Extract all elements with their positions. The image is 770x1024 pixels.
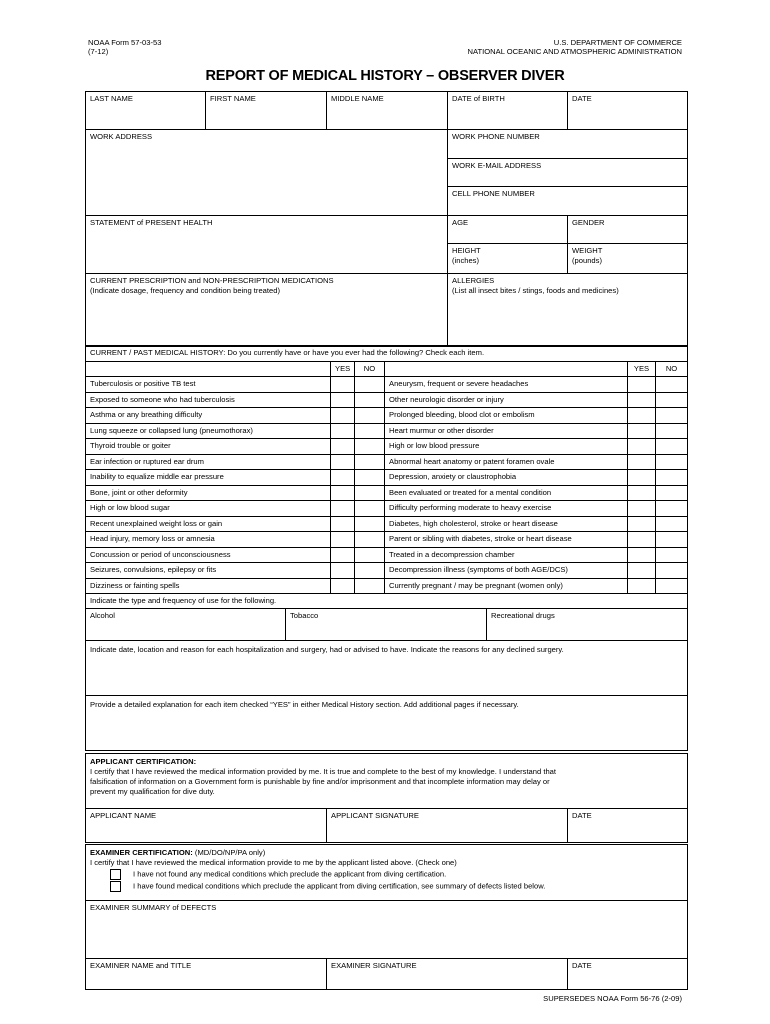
no-checkbox-right[interactable] — [656, 516, 688, 532]
history-intro: CURRENT / PAST MEDICAL HISTORY: Do you currently have or have you ever had the following? Check each item. — [86, 346, 688, 362]
applicant-cert-table — [85, 753, 688, 843]
no-checkbox-right[interactable] — [656, 532, 688, 548]
examiner-name-label: EXAMINER NAME and TITLE — [90, 961, 192, 970]
work-phone-label: WORK PHONE NUMBER — [452, 132, 540, 141]
history-row — [86, 516, 688, 532]
yes-checkbox-right[interactable] — [628, 516, 656, 532]
no-checkbox-left[interactable] — [355, 516, 385, 532]
yes-checkbox-left[interactable] — [331, 423, 355, 439]
medications-label: CURRENT PRESCRIPTION and NON-PRESCRIPTION MEDICATIONS — [90, 276, 334, 285]
no-checkbox-left[interactable] — [355, 470, 385, 486]
weight-field[interactable] — [568, 244, 688, 274]
first-name-label: FIRST NAME — [210, 94, 256, 103]
no-checkbox-right[interactable] — [656, 408, 688, 424]
department-name: U.S. DEPARTMENT OF COMMERCE — [553, 38, 682, 47]
medications-field[interactable] — [86, 274, 448, 347]
examiner-signature-label: EXAMINER SIGNATURE — [331, 961, 417, 970]
no-checkbox-left[interactable] — [355, 501, 385, 517]
yes-checkbox-right[interactable] — [628, 454, 656, 470]
conditions-found-checkbox[interactable] — [110, 881, 121, 892]
yes-checkbox-left[interactable] — [331, 439, 355, 455]
no-checkbox-left[interactable] — [355, 563, 385, 579]
examiner-date-field[interactable] — [568, 959, 688, 990]
history-row — [86, 423, 688, 439]
work-phone-field[interactable] — [448, 130, 688, 159]
examiner-summary-field[interactable] — [86, 901, 688, 959]
allergies-field[interactable] — [448, 274, 688, 347]
history-item-left: Exposed to someone who had tuberculosis — [86, 392, 331, 408]
examiner-cert-line: I certify that I have reviewed the medical information provide to me by the applicant listed above. (Check one) — [90, 857, 457, 867]
yes-checkbox-right[interactable] — [628, 532, 656, 548]
no-checkbox-left[interactable] — [355, 392, 385, 408]
yes-checkbox-left[interactable] — [331, 470, 355, 486]
history-item-left: Head injury, memory loss or amnesia — [86, 532, 331, 548]
no-checkbox-left[interactable] — [355, 439, 385, 455]
examiner-signature-field[interactable] — [327, 959, 568, 990]
yes-checkbox-left[interactable] — [331, 408, 355, 424]
no-checkbox-right[interactable] — [656, 578, 688, 594]
yes-checkbox-left[interactable] — [331, 547, 355, 563]
applicant-date-field[interactable] — [568, 809, 688, 843]
history-row — [86, 532, 688, 548]
no-checkbox-right[interactable] — [656, 485, 688, 501]
yes-checkbox-right[interactable] — [628, 470, 656, 486]
yes-checkbox-left[interactable] — [331, 485, 355, 501]
history-spacer — [385, 361, 628, 377]
agency-block — [468, 38, 682, 57]
history-item-right: Diabetes, high cholesterol, stroke or heart disease — [385, 516, 628, 532]
height-field[interactable] — [448, 244, 568, 274]
weight-unit: (pounds) — [572, 255, 602, 265]
form-title: REPORT OF MEDICAL HISTORY – OBSERVER DIVER — [205, 68, 565, 84]
history-item-left: Asthma or any breathing difficulty — [86, 408, 331, 424]
history-row — [86, 470, 688, 486]
weight-label: WEIGHT — [572, 246, 603, 255]
gender-label: GENDER — [572, 218, 605, 227]
alcohol-label: Alcohol — [90, 610, 115, 620]
history-item-right: Been evaluated or treated for a mental condition — [385, 485, 628, 501]
examiner-cert-text — [86, 845, 688, 901]
applicant-cert-heading: APPLICANT CERTIFICATION: — [90, 757, 197, 766]
history-item-left: Recent unexplained weight loss or gain — [86, 516, 331, 532]
applicant-name-label: APPLICANT NAME — [90, 811, 157, 820]
substance-table — [85, 593, 688, 751]
medications-note: (Indicate dosage, frequency and condition being treated) — [90, 285, 280, 295]
dob-label: DATE of BIRTH — [452, 94, 505, 103]
tobacco-field[interactable] — [286, 608, 487, 640]
history-item-right: Aneurysm, frequent or severe headaches — [385, 377, 628, 393]
history-item-right: Depression, anxiety or claustrophobia — [385, 470, 628, 486]
history-item-right: Decompression illness (symptoms of both AGE/DCS) — [385, 563, 628, 579]
history-row — [86, 377, 688, 393]
yes-checkbox-left[interactable] — [331, 532, 355, 548]
no-checkbox-left[interactable] — [355, 408, 385, 424]
yes-checkbox-left[interactable] — [331, 501, 355, 517]
history-item-right: Prolonged bleeding, blood clot or embolism — [385, 408, 628, 424]
no-checkbox-right[interactable] — [656, 423, 688, 439]
history-spacer — [86, 361, 331, 377]
yes-checkbox-right[interactable] — [628, 392, 656, 408]
history-row — [86, 392, 688, 408]
yes-checkbox-right[interactable] — [628, 408, 656, 424]
applicant-cert-text — [86, 754, 688, 809]
no-checkbox-right[interactable] — [656, 563, 688, 579]
examiner-cert-heading: EXAMINER CERTIFICATION: — [90, 848, 193, 857]
dob-field[interactable] — [448, 92, 568, 130]
history-item-left: Tuberculosis or positive TB test — [86, 377, 331, 393]
applicant-name-field[interactable] — [86, 809, 327, 843]
history-item-left: Lung squeeze or collapsed lung (pneumothorax) — [86, 423, 331, 439]
history-row — [86, 501, 688, 517]
medical-history-table — [85, 345, 688, 594]
examiner-summary-label: EXAMINER SUMMARY of DEFECTS — [90, 903, 217, 912]
height-label: HEIGHT — [452, 246, 481, 255]
history-item-left: Concussion or period of unconsciousness — [86, 547, 331, 563]
history-item-right: Currently pregnant / may be pregnant (women only) — [385, 578, 628, 594]
substance-intro: Indicate the type and frequency of use for the following. — [86, 594, 688, 609]
examiner-date-label: DATE — [572, 961, 592, 970]
height-unit: (inches) — [452, 255, 480, 265]
history-row — [86, 547, 688, 563]
no-checkbox-right[interactable] — [656, 439, 688, 455]
yes-checkbox-right[interactable] — [628, 547, 656, 563]
middle-name-field[interactable] — [327, 92, 448, 130]
yes-checkbox-right[interactable] — [628, 563, 656, 579]
history-item-right: Treated in a decompression chamber — [385, 547, 628, 563]
yes-checkbox-left[interactable] — [331, 578, 355, 594]
no-checkbox-left[interactable] — [355, 578, 385, 594]
hospitalization-field[interactable] — [86, 640, 688, 695]
drugs-field[interactable] — [487, 608, 688, 640]
no-checkbox-right[interactable] — [656, 547, 688, 563]
yes-checkbox-right[interactable] — [628, 423, 656, 439]
history-item-right: Other neurologic disorder or injury — [385, 392, 628, 408]
no-conditions-checkbox[interactable] — [110, 869, 121, 880]
no-checkbox-left[interactable] — [355, 547, 385, 563]
personal-info-table — [85, 91, 688, 347]
tobacco-label: Tobacco — [290, 610, 319, 620]
yes-checkbox-left[interactable] — [331, 454, 355, 470]
yes-checkbox-left[interactable] — [331, 563, 355, 579]
allergies-note: (List all insect bites / stings, foods and medicines) — [452, 285, 619, 295]
form-revision-date: (7-12) — [88, 47, 109, 57]
age-field[interactable] — [448, 216, 568, 244]
no-header-left: NO — [355, 361, 385, 377]
conditions-found-label: I have found medical conditions which preclude the applicant from diving certification, see summary of defects listed below. — [133, 881, 546, 891]
gender-field[interactable] — [568, 216, 688, 244]
yes-checkbox-left[interactable] — [331, 377, 355, 393]
yes-checkbox-left[interactable] — [331, 392, 355, 408]
history-row — [86, 578, 688, 594]
middle-name-label: MIDDLE NAME — [331, 94, 384, 103]
history-item-left: Seizures, convulsions, epilepsy or fits — [86, 563, 331, 579]
history-item-right: Heart murmur or other disorder — [385, 423, 628, 439]
supersedes-note: SUPERSEDES NOAA Form 56-76 (2-09) — [543, 994, 682, 1003]
no-checkbox-left[interactable] — [355, 454, 385, 470]
no-checkbox-left[interactable] — [355, 423, 385, 439]
history-item-left: Bone, joint or other deformity — [86, 485, 331, 501]
no-checkbox-right[interactable] — [656, 392, 688, 408]
history-row — [86, 563, 688, 579]
history-item-left: Ear infection or ruptured ear drum — [86, 454, 331, 470]
history-item-right: Parent or sibling with diabetes, stroke or heart disease — [385, 532, 628, 548]
no-checkbox-right[interactable] — [656, 377, 688, 393]
allergies-label: ALLERGIES — [452, 276, 495, 285]
cell-phone-field[interactable] — [448, 187, 688, 216]
history-item-left: Thyroid trouble or goiter — [86, 439, 331, 455]
cell-phone-label: CELL PHONE NUMBER — [452, 189, 535, 198]
explanation-label: Provide a detailed explanation for each item checked “YES” in either Medical History section. Add additional pages if necessary. — [90, 699, 519, 709]
no-header-right: NO — [656, 361, 688, 377]
applicant-cert-line2: falsification of information on a Government form is punishable by fine and/or imprisonment and that incomplete information may delay or — [90, 776, 550, 786]
no-checkbox-right[interactable] — [656, 501, 688, 517]
no-checkbox-left[interactable] — [355, 532, 385, 548]
history-row — [86, 408, 688, 424]
yes-checkbox-right[interactable] — [628, 578, 656, 594]
yes-checkbox-right[interactable] — [628, 439, 656, 455]
date-field[interactable] — [568, 92, 688, 130]
work-email-field[interactable] — [448, 159, 688, 187]
history-item-right: Abnormal heart anatomy or patent foramen ovale — [385, 454, 628, 470]
last-name-label: LAST NAME — [90, 94, 133, 103]
explanation-field[interactable] — [86, 695, 688, 750]
no-checkbox-left[interactable] — [355, 377, 385, 393]
first-name-field[interactable] — [206, 92, 327, 130]
date-label: DATE — [572, 94, 592, 103]
no-conditions-label: I have not found any medical conditions which preclude the applicant from diving certification. — [133, 869, 447, 879]
applicant-cert-line1: I certify that I have reviewed the medical information provided by me. It is true and complete to the best of my knowledge. I understand that — [90, 766, 556, 776]
history-item-right: High or low blood pressure — [385, 439, 628, 455]
last-name-field[interactable] — [86, 92, 206, 130]
yes-checkbox-right[interactable] — [628, 501, 656, 517]
work-address-label: WORK ADDRESS — [90, 132, 153, 141]
agency-name: NATIONAL OCEANIC AND ATMOSPHERIC ADMINISTRATION — [467, 47, 682, 57]
form-number-block — [88, 38, 161, 57]
yes-header-left: YES — [331, 361, 355, 377]
history-row — [86, 485, 688, 501]
yes-checkbox-left[interactable] — [331, 516, 355, 532]
history-item-left: High or low blood sugar — [86, 501, 331, 517]
applicant-cert-line3: prevent my qualification for dive duty. — [90, 786, 215, 796]
form-number: NOAA Form 57-03-53 — [88, 38, 162, 47]
history-item-right: Difficulty performing moderate to heavy exercise — [385, 501, 628, 517]
no-checkbox-left[interactable] — [355, 485, 385, 501]
yes-header-right: YES — [628, 361, 656, 377]
applicant-signature-field[interactable] — [327, 809, 568, 843]
examiner-qualifier: (MD/DO/NP/PA only) — [194, 848, 266, 857]
applicant-signature-label: APPLICANT SIGNATURE — [331, 811, 419, 820]
yes-checkbox-right[interactable] — [628, 485, 656, 501]
no-checkbox-right[interactable] — [656, 470, 688, 486]
history-item-left: Inability to equalize middle ear pressure — [86, 470, 331, 486]
no-checkbox-right[interactable] — [656, 454, 688, 470]
age-label: AGE — [452, 218, 469, 227]
examiner-cert-table — [85, 844, 688, 990]
work-address-field[interactable] — [86, 130, 448, 216]
history-row — [86, 439, 688, 455]
hospitalization-label: Indicate date, location and reason for each hospitalization and surgery, had or advised to have. Indicate the reasons for any declined surgery. — [90, 644, 564, 654]
history-item-left: Dizziness or fainting spells — [86, 578, 331, 594]
history-row — [86, 454, 688, 470]
present-health-field[interactable] — [86, 216, 448, 274]
applicant-date-label: DATE — [572, 811, 592, 820]
alcohol-field[interactable] — [86, 608, 286, 640]
yes-checkbox-right[interactable] — [628, 377, 656, 393]
work-email-label: WORK E-MAIL ADDRESS — [452, 161, 542, 170]
drugs-label: Recreational drugs — [491, 610, 555, 620]
present-health-label: STATEMENT of PRESENT HEALTH — [90, 218, 213, 227]
examiner-name-field[interactable] — [86, 959, 327, 990]
